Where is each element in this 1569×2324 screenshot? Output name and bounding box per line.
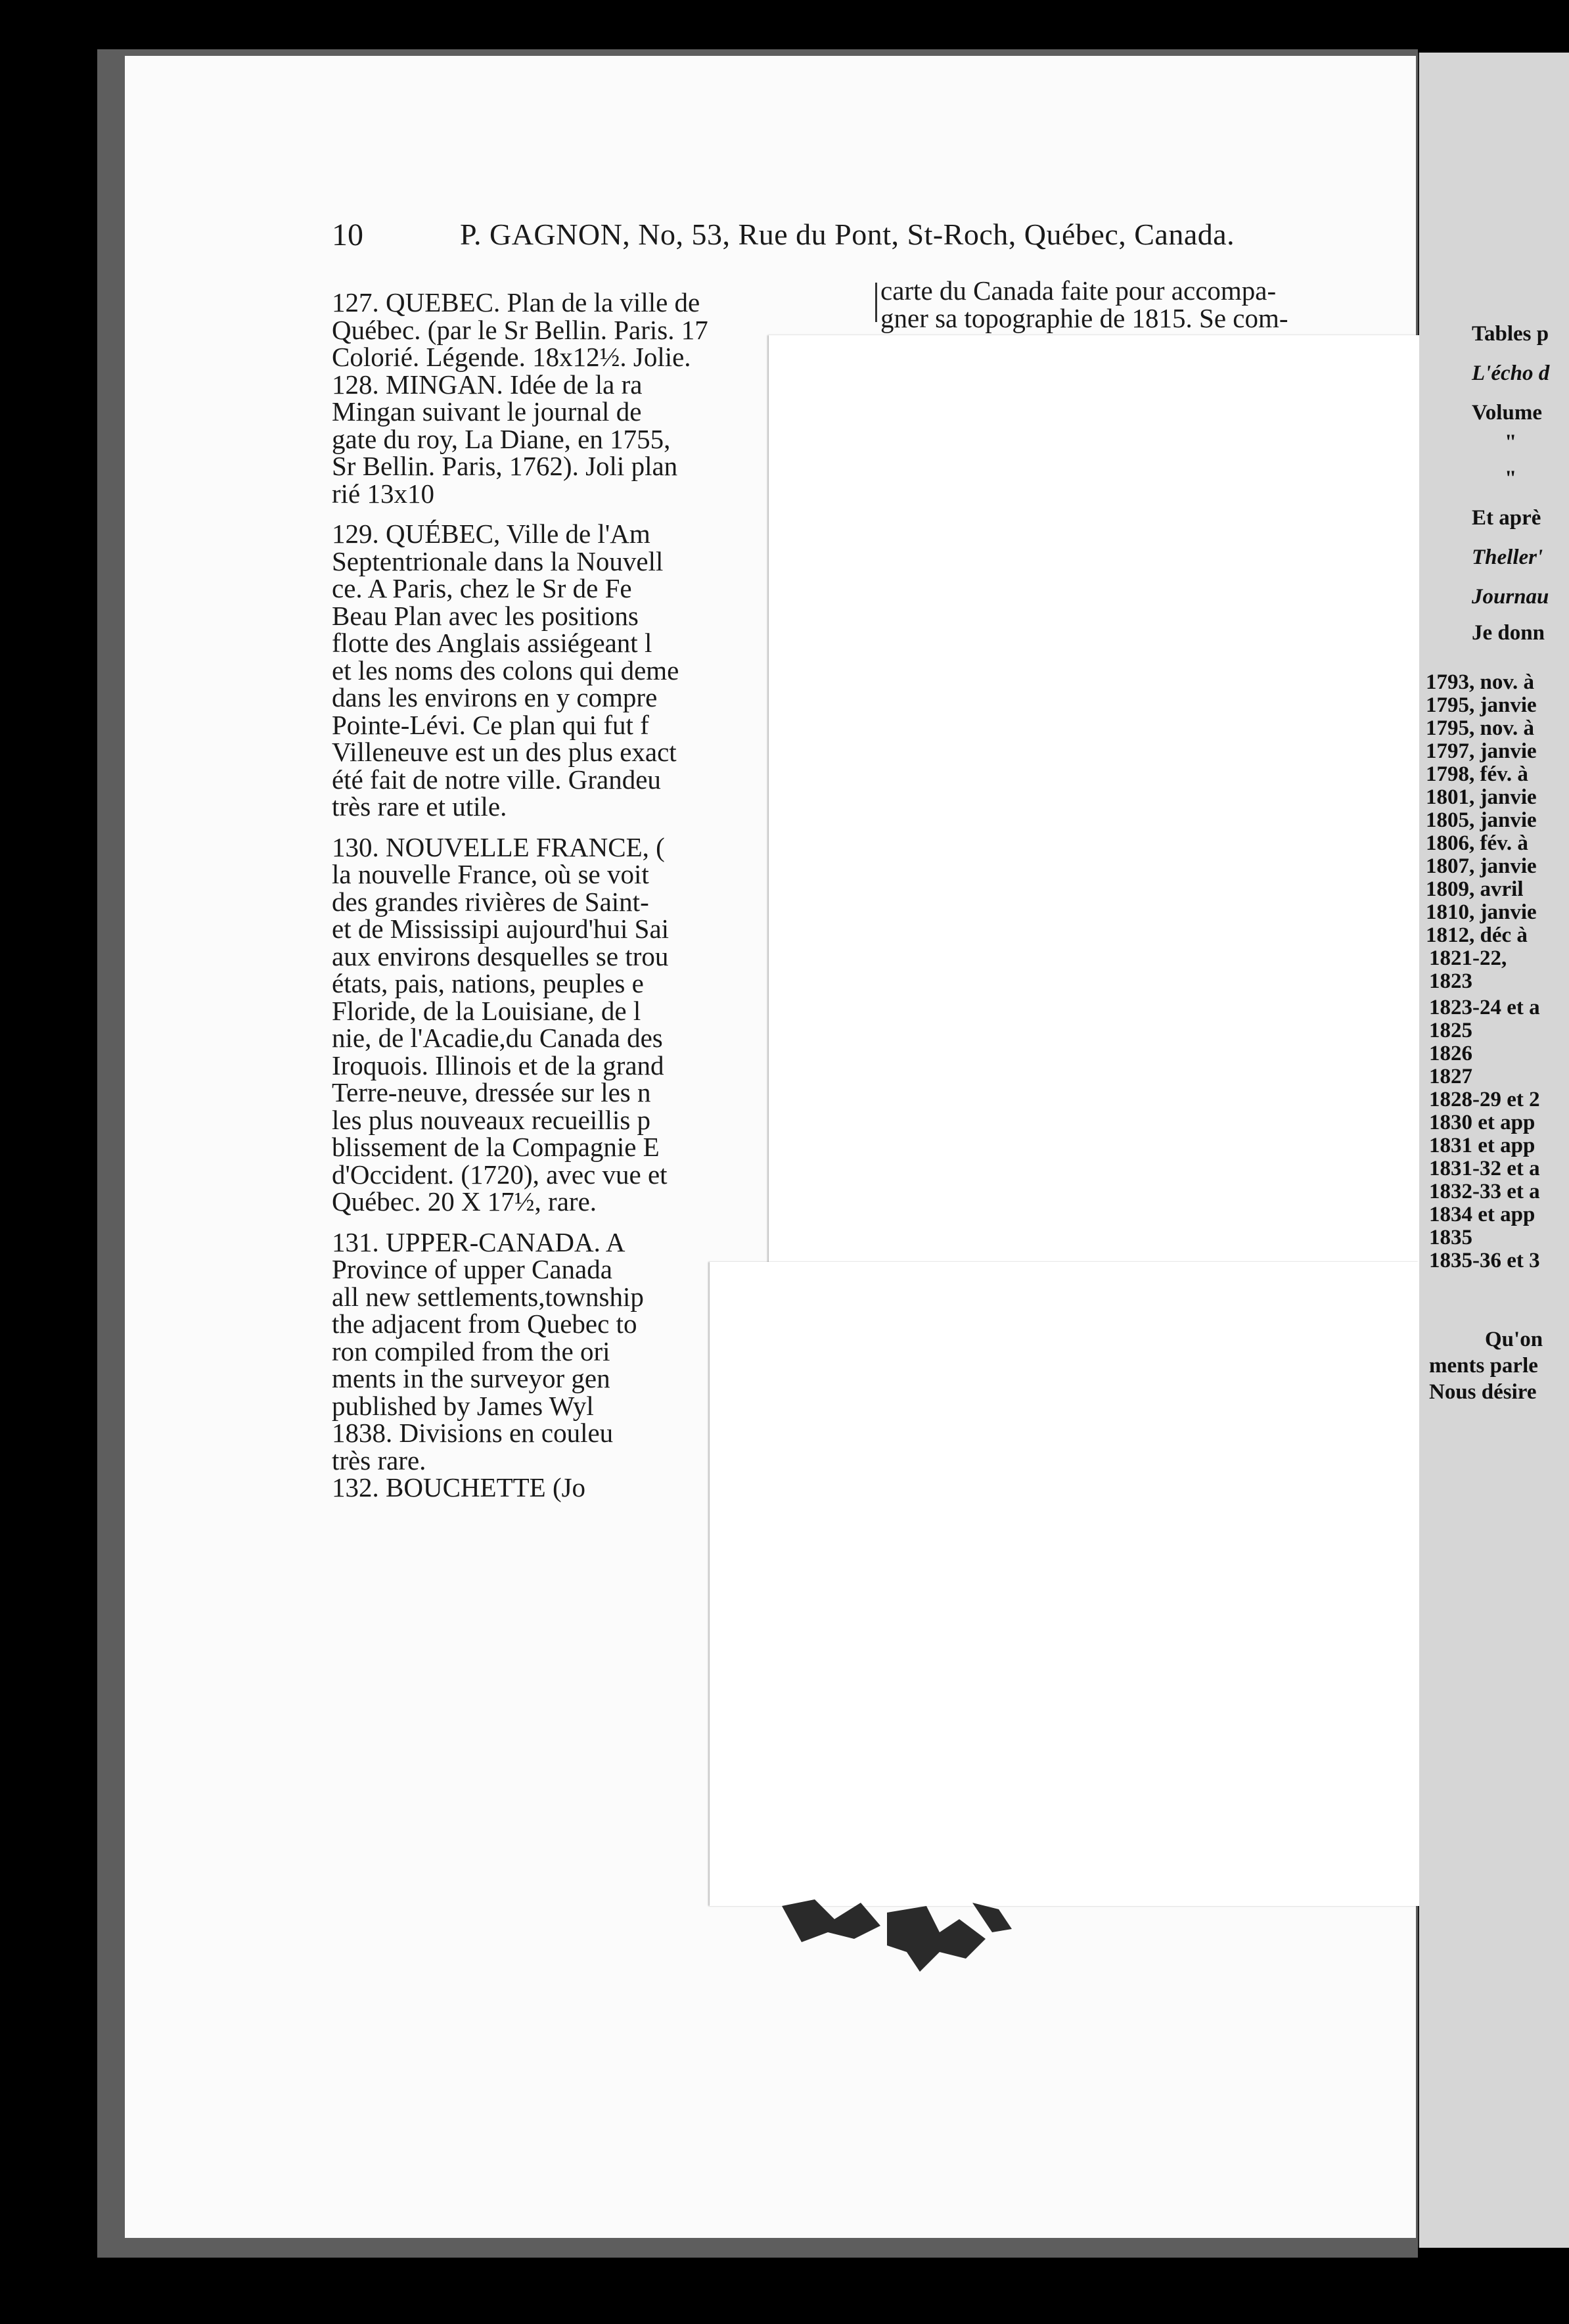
maple-leaf-ornament-icon — [775, 1893, 1025, 1978]
left-column-line: très rare et utile. — [332, 791, 507, 822]
left-column-line: été fait de notre ville. Grandeu — [332, 764, 661, 795]
left-column-line: d'Occident. (1720), avec vue et — [332, 1159, 668, 1190]
left-column-line: published by James Wyl — [332, 1390, 594, 1421]
left-column-line: all new settlements,township — [332, 1281, 644, 1312]
facing-page-line: 1805, janvie — [1426, 808, 1537, 832]
facing-page-line: 1798, fév. à — [1426, 762, 1528, 786]
left-column-line: Floride, de la Louisiane, de l — [332, 995, 641, 1026]
left-column-line: 131. UPPER-CANADA. A — [332, 1226, 625, 1257]
right-column-line: gner sa topographie de 1815. Se com- — [880, 302, 1288, 333]
left-column-line: états, pais, nations, peuples e — [332, 968, 644, 998]
left-column-line: the adjacent from Quebec to — [332, 1309, 637, 1339]
left-column-line: Beau Plan avec les positions — [332, 600, 639, 631]
facing-page-line: 1806, fév. à — [1426, 831, 1528, 855]
left-column-line: Mingan suivant le journal de — [332, 396, 642, 427]
left-column-line: Québec. 20 X 17½, rare. — [332, 1186, 597, 1217]
left-column-line: dans les environs en y compre — [332, 682, 658, 712]
left-column-line: 130. NOUVELLE FRANCE, ( — [332, 831, 665, 862]
facing-page-line: 1830 et app — [1429, 1111, 1535, 1134]
facing-page-line: 1827 — [1429, 1065, 1472, 1088]
left-column-line: nie, de l'Acadie,du Canada des — [332, 1023, 663, 1053]
left-column-line: 1838. Divisions en couleu — [332, 1418, 614, 1448]
facing-page-line: 1825 — [1429, 1019, 1472, 1042]
right-column-line: carte du Canada faite pour accompa- — [880, 275, 1277, 306]
running-header-text: P. GAGNON, No, 53, Rue du Pont, St-Roch, Québec, Canada. — [460, 218, 1235, 251]
facing-page-line: 1832-33 et a — [1429, 1180, 1540, 1203]
facing-page-line: 1828-29 et 2 — [1429, 1088, 1540, 1111]
facing-page-line: 1826 — [1429, 1042, 1472, 1065]
left-column-line: rié 13x10 — [332, 478, 434, 509]
facing-page-line: L'écho d — [1472, 361, 1550, 385]
left-column-line: Terre-neuve, dressée sur les n — [332, 1077, 651, 1107]
left-column-line: 132. BOUCHETTE (Jo — [332, 1472, 586, 1502]
facing-page-line: 1795, nov. à — [1426, 716, 1535, 740]
scan-border-top — [0, 0, 1569, 53]
left-column-line: Province of upper Canada — [332, 1254, 612, 1284]
facing-page-line: Tables p — [1472, 322, 1549, 346]
left-column-line: et les noms des colons qui deme — [332, 655, 679, 686]
left-column-line: la nouvelle France, où se voit — [332, 859, 649, 889]
left-column-line: des grandes rivières de Saint- — [332, 886, 649, 917]
left-column-line: gate du roy, La Diane, en 1755, — [332, 423, 671, 454]
facing-page-line: Volume — [1472, 401, 1542, 425]
left-column-line: et de Mississipi aujourd'hui Sai — [332, 914, 670, 944]
left-column-line: ce. A Paris, chez le Sr de Fe — [332, 573, 632, 603]
facing-page-line: 1823 — [1429, 969, 1472, 993]
left-column-line: Québec. (par le Sr Bellin. Paris. 17 — [332, 314, 708, 345]
facing-page-line: Theller' — [1472, 546, 1543, 569]
facing-page-line: Qu'on — [1485, 1328, 1543, 1351]
right-column — [880, 277, 1288, 332]
facing-page-line: 1801, janvie — [1426, 785, 1537, 809]
facing-page-line: " — [1505, 467, 1517, 490]
facing-page-line: 1831-32 et a — [1429, 1157, 1540, 1180]
facing-page-line: Et aprè — [1472, 506, 1541, 530]
left-column-line: Septentrionale dans la Nouvell — [332, 546, 664, 576]
scan-border-left — [0, 0, 99, 2324]
left-column-line: Colorié. Légende. 18x12½. Jolie. — [332, 342, 691, 372]
left-column-line: ron compiled from the ori — [332, 1336, 610, 1366]
facing-page-line: 1835-36 et 3 — [1429, 1249, 1540, 1272]
facing-page-line: 1823-24 et a — [1429, 996, 1540, 1019]
facing-page-line: 1810, janvie — [1426, 900, 1537, 924]
paper-slip-lower — [710, 1262, 1419, 1906]
left-column — [332, 289, 708, 1502]
left-column-line: Iroquois. Illinois et de la grand — [332, 1050, 664, 1081]
scan-border-bottom — [0, 2248, 1569, 2324]
facing-page — [1419, 53, 1569, 2248]
facing-page-line: 1797, janvie — [1426, 739, 1537, 763]
facing-page-line: 1835 — [1429, 1226, 1472, 1249]
left-column-line: blissement de la Compagnie E — [332, 1132, 660, 1162]
facing-page-line: 1821-22, — [1429, 946, 1507, 970]
left-column-line: 129. QUÉBEC, Ville de l'Am — [332, 519, 650, 549]
left-column-line: Villeneuve est un des plus exact — [332, 737, 677, 767]
left-column-line: Pointe-Lévi. Ce plan qui fut f — [332, 709, 649, 740]
left-column-line: flotte des Anglais assiégeant l — [332, 628, 652, 658]
facing-page-line: Je donn — [1472, 621, 1545, 645]
left-column-line: Sr Bellin. Paris, 1762). Joli plan — [332, 451, 678, 481]
facing-page-line: Journau — [1472, 585, 1549, 609]
left-column-line: 128. MINGAN. Idée de la ra — [332, 369, 643, 400]
running-header — [460, 217, 1235, 252]
facing-page-line: 1807, janvie — [1426, 854, 1537, 878]
facing-page-line: ments parle — [1429, 1354, 1538, 1378]
paper-slip-upper — [769, 335, 1419, 1275]
left-column-line: les plus nouveaux recueillis p — [332, 1104, 651, 1135]
facing-page-line: " — [1505, 430, 1517, 454]
left-column-line: 127. QUEBEC. Plan de la ville de — [332, 287, 700, 317]
facing-page-line: 1809, avril — [1426, 877, 1524, 901]
facing-page-line: 1793, nov. à — [1426, 670, 1535, 694]
left-column-line: très rare. — [332, 1445, 426, 1476]
facing-page-line: 1834 et app — [1429, 1203, 1535, 1226]
left-column-line: aux environs desquelles se trou — [332, 941, 669, 971]
facing-page-line: 1795, janvie — [1426, 693, 1537, 717]
facing-page-line: Nous désire — [1429, 1380, 1537, 1404]
facing-page-line: 1831 et app — [1429, 1134, 1535, 1157]
facing-page-line: 1812, déc à — [1426, 923, 1528, 947]
column-divider — [875, 283, 877, 322]
page-number: 10 — [332, 218, 363, 252]
left-column-line: ments in the surveyor gen — [332, 1363, 610, 1393]
